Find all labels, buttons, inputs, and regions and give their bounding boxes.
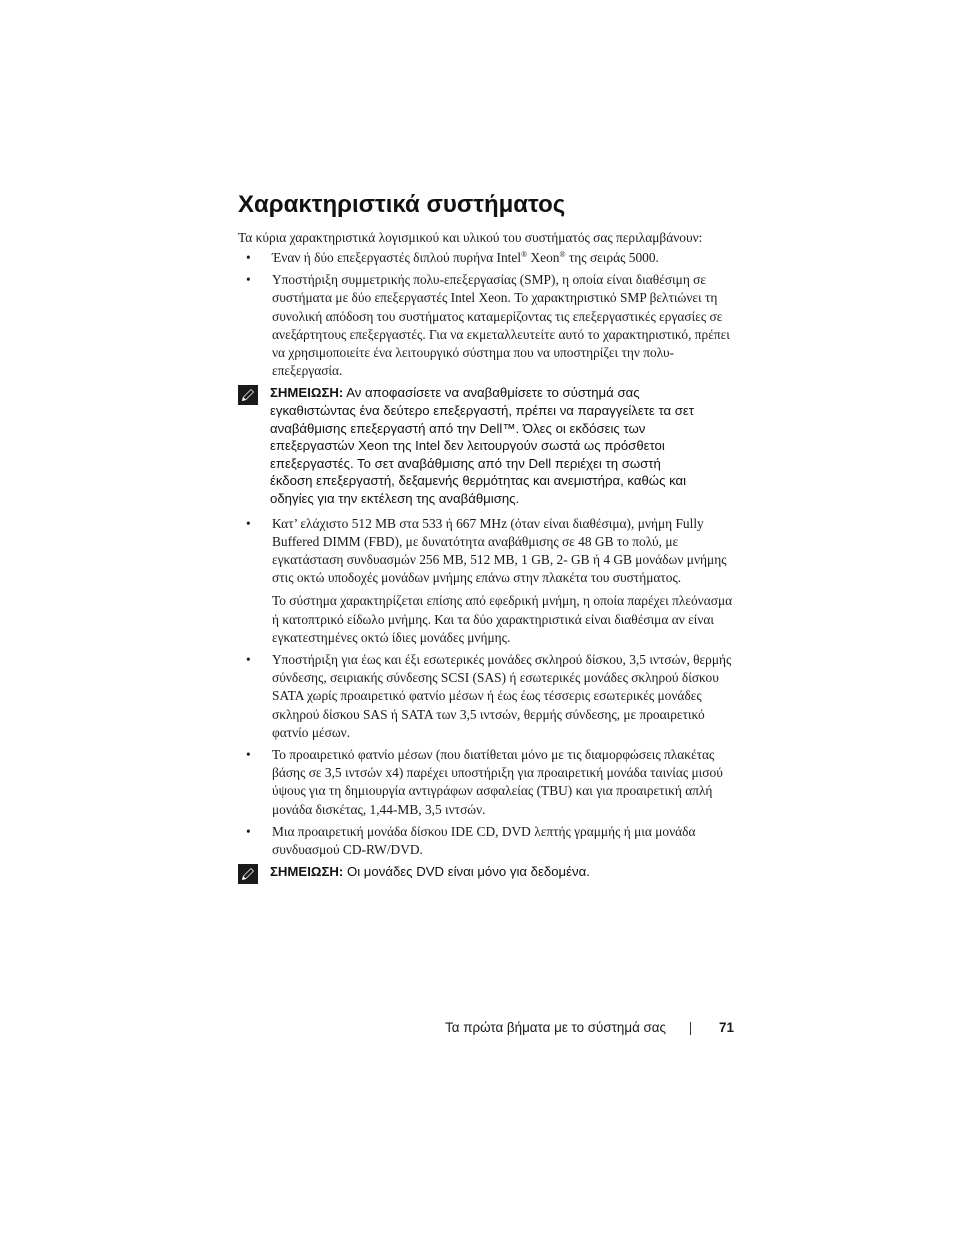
bullet-mark: • (246, 250, 251, 265)
note-label: ΣΗΜΕΙΩΣΗ: (270, 864, 344, 880)
list-item-text: Υποστήριξη συμμετρικής πολυ-επεξεργασίας (SMP), η οποία είναι διαθέσιμη σε συστήματα με δύο επεξεργαστές Intel Xeon. Το χαρακτηριστικό SMP βελτιώνει τη συνολική απόδοση του συστήματος καταμερίζοντας τις επεξεργαστικές εργασίες σε ανεξάρτητους επεξεργαστές. Για να εκμεταλλευτείτε αυτό το χαρακτηριστικό, πρέπει να χρησιμοποιείτε ένα λειτουργικό σύστημα που να υποστηρίζει την πολυ-επεξεργασία. (272, 272, 730, 379)
bullet-mark: • (246, 652, 251, 667)
footer-chapter-title: Τα πρώτα βήματα με το σύστημά σας (445, 1020, 666, 1035)
page-number: 71 (719, 1020, 734, 1035)
page-title: Χαρακτηριστικά συστήματος (238, 191, 566, 218)
note-text: Οι μονάδες DVD είναι μόνο για δεδομένα. (343, 864, 590, 880)
footer-divider (690, 1022, 691, 1035)
list-item-media-bay (238, 746, 738, 819)
list-item-optical-drive (238, 823, 738, 859)
pencil-note-icon (238, 864, 258, 884)
note-label: ΣΗΜΕΙΩΣΗ: (270, 385, 344, 401)
list-item-text (272, 249, 738, 267)
list-item-text: Υποστήριξη για έως και έξι εσωτερικές μονάδες σκληρού δίσκου, 3,5 ιντσών, θερμής σύνδεσης, σειριακής σύνδεσης SCSI (SAS) ή εσωτερικές μονάδες σκληρού δίσκου SATA χωρίς προαιρετικό φατνίο μέσων ή έως έως τέσσερις εσωτερικές μονάδες σκληρού δίσκου SAS ή SATA των 3,5 ιντσών, θερμής σύνδεσης, με προαιρετικό φατνίο μέσων. (272, 652, 732, 740)
list-item-text: Κατ’ ελάχιστο 512 MB στα 533 ή 667 MHz (όταν είναι διαθέσιμα), μνήμη Fully Buffered DIMM (FBD), με δυνατότητα αναβάθμισης σε 48 GB το πολύ, με εγκατάσταση συνδυασμών 256 MB, 512 MB, 1 GB, 2- GB ή 4 GB μονάδων μνήμης στις οκτώ υποδοχές μονάδων μνήμης επάνω στην πλακέτα του συστήματος. (272, 515, 727, 586)
note-dvd (238, 863, 702, 881)
pencil-note-icon (238, 385, 258, 405)
processor-text-start: Έναν ή δύο επεξεργαστές διπλού πυρήνα Intel (272, 250, 522, 265)
list-item-extra-text: Το σύστημα χαρακτηρίζεται επίσης από εφεδρική μνήμη, η οποία παρέχει πλεόνασμα ή κατοπτρικό είδωλο μνήμης. Και τα δύο χαρακτηριστικά είναι διαθέσιμα αν είναι εγκατεστημένες οκτώ ίδιες μονάδες μνήμης. (272, 593, 733, 645)
registered-mark: ® (559, 250, 566, 259)
list-item-hard-drives (238, 651, 738, 742)
feature-list (238, 249, 738, 888)
list-item-text: Το προαιρετικό φατνίο μέσων (που διατίθεται μόνο με τις διαμορφώσεις πλακέτας βάσης σε 3,5 ιντσών x4) παρέχει υποστήριξη για προαιρετική μονάδα ταινίας μισού ύψους για τη δημιουργία αντιγράφων ασφαλείας (TBU) και για προαιρετική απλή μονάδα δισκέτας, 1,44-MB, 3,5 ιντσών. (272, 747, 723, 817)
bullet-mark: • (246, 515, 251, 531)
list-item-smp (238, 271, 738, 380)
processor-text-end: της σειράς 5000. (565, 250, 659, 265)
list-item-memory (238, 515, 738, 647)
bullet-mark: • (246, 747, 251, 763)
note-text: Αν αποφασίσετε να αναβαθμίσετε το σύστημά σας εγκαθιστώντας ένα δεύτερο επεξεργαστή, πρέπει να παραγγείλετε τα σετ αναβάθμισης επεξεργαστή από την Dell™. Όλες οι εκδόσεις των επεξεργαστών Xeon της Intel δεν λειτουργούν σωστά ως πρόσθετοι επεξεργαστές. Το σετ αναβάθμισης από την Dell περιέχει τη σωστή έκδοση επεξεργαστή, δεξαμενής θερμότητας και ανεμιστήρα, καθώς και οδηγίες για την εκτέλεση της αναβάθμισης. (270, 385, 695, 506)
note-processor-upgrade (238, 384, 702, 507)
bullet-mark: • (246, 823, 251, 839)
processor-text-brand: Xeon (527, 250, 560, 265)
intro-paragraph: Τα κύρια χαρακτηριστικά λογισμικού και υλικού του συστήματός σας περιλαμβάνουν: (238, 230, 703, 245)
registered-mark: ® (521, 250, 528, 259)
bullet-mark: • (246, 272, 251, 288)
list-item-text: Μια προαιρετική μονάδα δίσκου IDE CD, DVD λεπτής γραμμής ή μια μονάδα συνδυασμού CD-RW/DVD. (272, 823, 696, 858)
list-item-processors (238, 249, 738, 267)
